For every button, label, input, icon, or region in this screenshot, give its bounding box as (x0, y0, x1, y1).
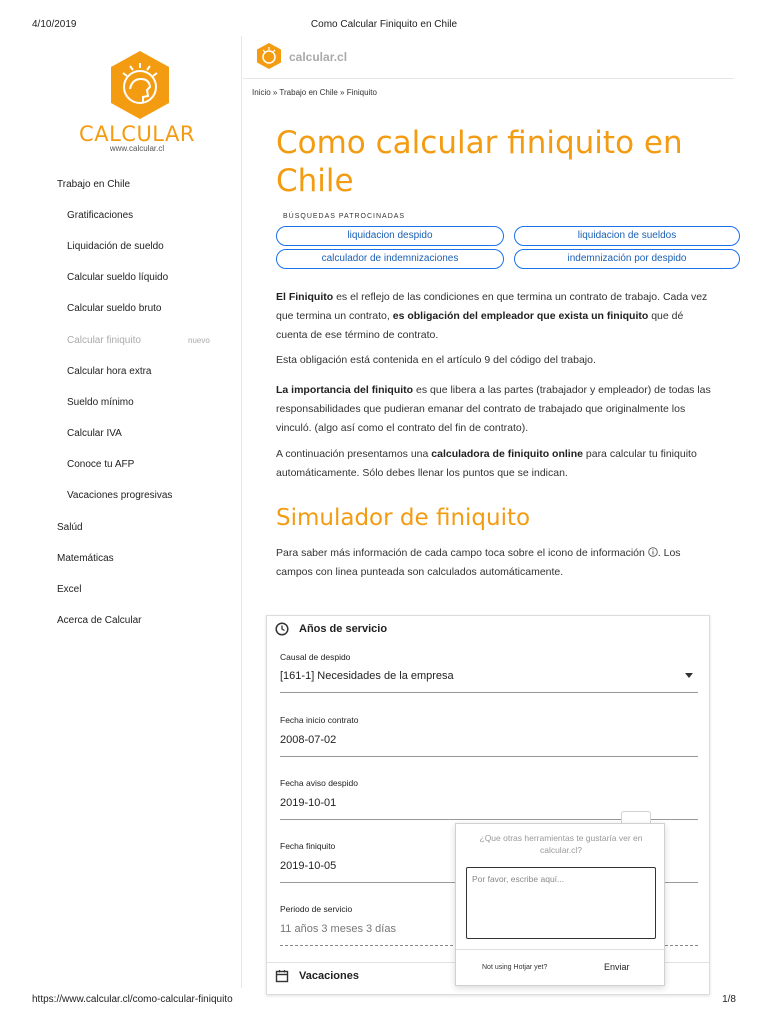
field-underline (280, 692, 698, 693)
chevron-down-icon[interactable] (685, 673, 693, 678)
sidebar (32, 36, 242, 988)
select-causal-despido[interactable]: [161-1] Necesidades de la empresa (280, 670, 454, 682)
new-badge: nuevo (188, 336, 210, 345)
logo-text[interactable]: CALCULAR (79, 122, 195, 146)
emphasis-calculadora: calculadora de finiquito online (431, 448, 583, 460)
ad-button-indemnizacion-despido[interactable]: indemnización por despido (514, 249, 740, 269)
paragraph-intro: El Finiquito es el reflejo de las condiciones en que termina un contrato de trabajo. Cada vez que termina un contrato, es obligación del empleador que exista un finiquito que dé cuenta de ese término de contrato. (276, 291, 708, 341)
feedback-textarea[interactable]: Por favor, escribe aquí... (466, 867, 656, 939)
sidebar-item-sueldo-minimo[interactable]: Sueldo mínimo (67, 397, 134, 408)
logo-url: www.calcular.cl (109, 144, 165, 153)
sidebar-item-conoce-tu-afp[interactable]: Conoce tu AFP (67, 459, 135, 470)
section-title-anos-servicio: Años de servicio (299, 623, 388, 635)
print-url: https://www.calcular.cl/como-calcular-finiquito (32, 994, 233, 1005)
section-title-simulador: Simulador de finiquito (276, 505, 531, 531)
input-fecha-aviso[interactable]: 2019-10-01 (280, 797, 337, 809)
ad-button-liquidacion-sueldos[interactable]: liquidacion de sueldos (514, 226, 740, 246)
paragraph-calculadora: A continuación presentamos una calculadora de finiquito online para calcular tu finiquito automáticamente. Sólo debes llenar los puntos que se indican. (276, 448, 697, 479)
sponsored-label: BÚSQUEDAS PATROCINADAS (283, 213, 406, 220)
input-fecha-finiquito[interactable]: 2019-10-05 (280, 860, 337, 872)
sidebar-item-sueldo-bruto[interactable]: Calcular sueldo bruto (67, 303, 162, 314)
ad-button-calculador-indemnizaciones[interactable]: calculador de indemnizaciones (276, 249, 504, 269)
sidebar-item-excel[interactable]: Excel (57, 584, 82, 595)
field-underline (280, 756, 698, 757)
paragraph-articulo: Esta obligación está contenida en el artículo 9 del código del trabajo. (276, 354, 596, 366)
feedback-footer (456, 949, 666, 987)
page-title: Como calcular finiquito en Chile (276, 125, 683, 199)
clock-icon (275, 622, 289, 636)
emphasis-obligacion: es obligación del empleador que exista un finiquito (392, 310, 649, 322)
sidebar-item-matematicas[interactable]: Matemáticas (57, 553, 114, 564)
info-icon[interactable] (648, 547, 658, 557)
sidebar-item-trabajo-en-chile[interactable]: Trabajo en Chile (57, 179, 131, 190)
print-title: Como Calcular Finiquito en Chile (310, 19, 458, 30)
feedback-question: ¿Que otras herramientas te gustaría ver en calcular.cl? (479, 833, 643, 855)
feedback-widget (455, 823, 665, 986)
output-periodo-servicio: 11 años 3 meses 3 días (280, 923, 396, 935)
label-fecha-aviso: Fecha aviso despido (280, 778, 358, 788)
sidebar-item-hora-extra[interactable]: Calcular hora extra (67, 366, 152, 377)
term-finiquito: El Finiquito (276, 291, 334, 303)
sidebar-item-salud[interactable]: Salúd (57, 522, 83, 533)
sidebar-item-vacaciones-progresivas[interactable]: Vacaciones progresivas (67, 490, 173, 501)
section-title-vacaciones: Vacaciones (299, 970, 359, 982)
ad-button-liquidacion-despido[interactable]: liquidacion despido (276, 226, 504, 246)
paragraph-info: Para saber más información de cada campo toca sobre el icono de información . Los campos con linea punteada son calculados automáticamente. (276, 547, 681, 578)
calcular-mini-logo-icon[interactable] (256, 42, 282, 70)
sidebar-item-gratificaciones[interactable]: Gratificaciones (67, 210, 134, 221)
sidebar-item-liquidacion-de-sueldo[interactable]: Liquidación de sueldo (67, 241, 164, 252)
label-fecha-inicio: Fecha inicio contrato (280, 715, 359, 725)
paragraph-importancia: La importancia del finiquito es que libera a las partes (trabajador y empleador) de todas las responsabilidades que pudieran emanar del contrato de trabajado que originalmente los vinculó. (algo así como el contrato del fin de contrato). (276, 384, 711, 434)
sidebar-item-acerca-de-calcular[interactable]: Acerca de Calcular (57, 615, 142, 626)
send-button[interactable]: Enviar (604, 962, 630, 972)
print-date: 4/10/2019 (32, 19, 77, 30)
sidebar-item-sueldo-liquido[interactable]: Calcular sueldo líquido (67, 272, 169, 283)
breadcrumb[interactable]: Inicio » Trabajo en Chile » Finiquito (252, 88, 377, 97)
sidebar-item-calcular-finiquito[interactable]: Calcular finiquito (67, 335, 141, 346)
hotjar-link[interactable]: Not using Hotjar yet? (482, 964, 548, 971)
label-periodo-servicio: Periodo de servicio (280, 904, 353, 914)
input-fecha-inicio[interactable]: 2008-07-02 (280, 734, 337, 746)
calendar-icon (275, 969, 289, 983)
label-causal-despido: Causal de despido (280, 652, 351, 662)
label-fecha-finiquito: Fecha finiquito (280, 841, 336, 851)
print-page-number: 1/8 (722, 994, 736, 1005)
sidebar-item-calcular-iva[interactable]: Calcular IVA (67, 428, 122, 439)
calcular-logo-icon[interactable] (108, 49, 172, 121)
top-bar (243, 36, 734, 79)
brand-name[interactable]: calcular.cl (289, 50, 348, 64)
term-importancia: La importancia del finiquito (276, 384, 414, 396)
